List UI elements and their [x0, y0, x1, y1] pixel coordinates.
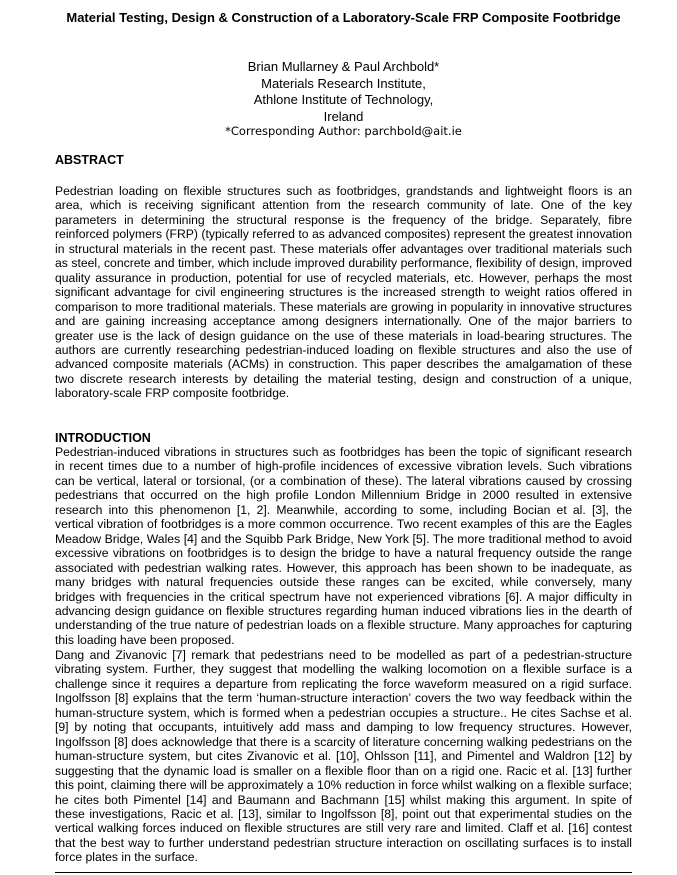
abstract-text: Pedestrian loading on flexible structures such as footbridges, grandstands and lightweight floors is an area, which is receiving significant attention from the research community of late. One of the key parameters in determining the structural response is the frequency of the bridge. Separately, fibre reinforced polymers (FRP) (typically referred to as advanced composites) represent the greatest innovation in structural materials in the recent past. These materials offer advantages over traditional materials such as steel, concrete and timber, which include improved durability performance, flexibility of design, improved quality assurance in production, potential for use of recycled materials, etc. However, perhaps the most significant advantage for civil engineering structures is the increased strength to weight ratios offered in comparison to more traditional materials. These materials are growing in popularity in innovative structures and are gaining increasing acceptance among designers internationally. One of the major barriers to greater use is the lack of design guidance on the use of these materials in load-bearing structures. The authors are currently researching pedestrian-induced loading on flexible structures and also the use of advanced composite materials (ACMs) in construction. This paper describes the amalgamation of these two discrete research interests by detailing the material testing, design and construction of a unique, laboratory-scale FRP composite footbridge.: [55, 184, 632, 401]
corresponding-author: *Corresponding Author: parchbold@ait.ie: [225, 124, 462, 138]
introduction-paragraph-2: Dang and Zivanovic [7] remark that pedestrians need to be modelled as part of a pedestrian-structure vibrating system. Further, they suggest that modelling the walking locomotion on a flexible surface is a challenge since it requires a departure from replicating the force waveform measured on a rigid surface. Ingolfsson [8] explains that the term ‘human-structure interaction’ covers the two way feedback within the human-structure system, which is formed when a pedestrian occupies a structure.. He cites Sachse et al. [9] by noting that occupants, intuitively add mass and damping to low frequency structures. However, Ingolfsson [8] does acknowledge that there is a scarcity of literature concerning walking pedestrians on the human-structure system, but cites Zivanovic et al. [10], Ohlsson [11], and Pimentel and Waldron [12] by suggesting that the dynamic load is smaller on a flexible floor than on a rigid one. Racic et al. [13] further this point, claiming there will be approximately a 10% reduction in force whilst walking on a flexible surface; he cites both Pimentel [14] and Baumann and Bachmann [15] whilst making this argument. In spite of these investigations, Racic et al. [13], similar to Ingolfsson [8], point out that experimental studies on the vertical walking forces induced on flexible structures are still very rare and limited. Claff et al. [16] contest that the best way to further understand pedestrian structure interaction on oscillating surfaces is to install force plates in the surface.: [55, 648, 632, 865]
affiliation-institute: Materials Research Institute,: [261, 75, 426, 91]
author-names: Brian Mullarney & Paul Archbold*: [247, 59, 440, 74]
affiliation-country: Ireland: [323, 108, 364, 124]
abstract-heading: ABSTRACT: [55, 153, 124, 167]
affiliation-college: Athlone Institute of Technology,: [253, 92, 434, 107]
introduction-paragraph-1: Pedestrian-induced vibrations in structures such as footbridges has been the topic of significant research in recent times due to a number of high-profile incidences of excessive vibration levels. Such vibrations can be vertical, lateral or torsional, (or a combination of these). The lateral vibrations caused by crossing pedestrians that occurred on the high profile London Millennium Bridge in 2000 resulted in extensive research into this phenomenon [1, 2]. Meanwhile, according to some, including Bocian et al. [3], the vertical vibration of footbridges is a more common occurrence. Two recent examples of this are the Eagles Meadow Bridge, Wales [4] and the Squibb Park Bridge, New York [5]. The more traditional method to avoid excessive vibrations on footbridges is to design the bridge to have a natural frequency outside the range associated with pedestrian walking rates. However, this approach has been shown to be inadequate, as many bridges with natural frequencies outside these ranges can be excited, while conversely, many bridges with frequencies in the critical spectrum have not experienced vibrations [6]. A major difficulty in advancing design guidance on flexible structures regarding human induced vibrations lies in the dearth of understanding of the true nature of pedestrian loads on a flexible structure. Many approaches for capturing this loading have been proposed.: [55, 445, 632, 647]
page-bottom-rule: [55, 872, 632, 873]
paper-title: Material Testing, Design & Construction of a Laboratory-Scale FRP Composite Footbridge: [66, 10, 621, 25]
introduction-heading: INTRODUCTION: [55, 431, 151, 445]
author-block: [100, 59, 587, 125]
